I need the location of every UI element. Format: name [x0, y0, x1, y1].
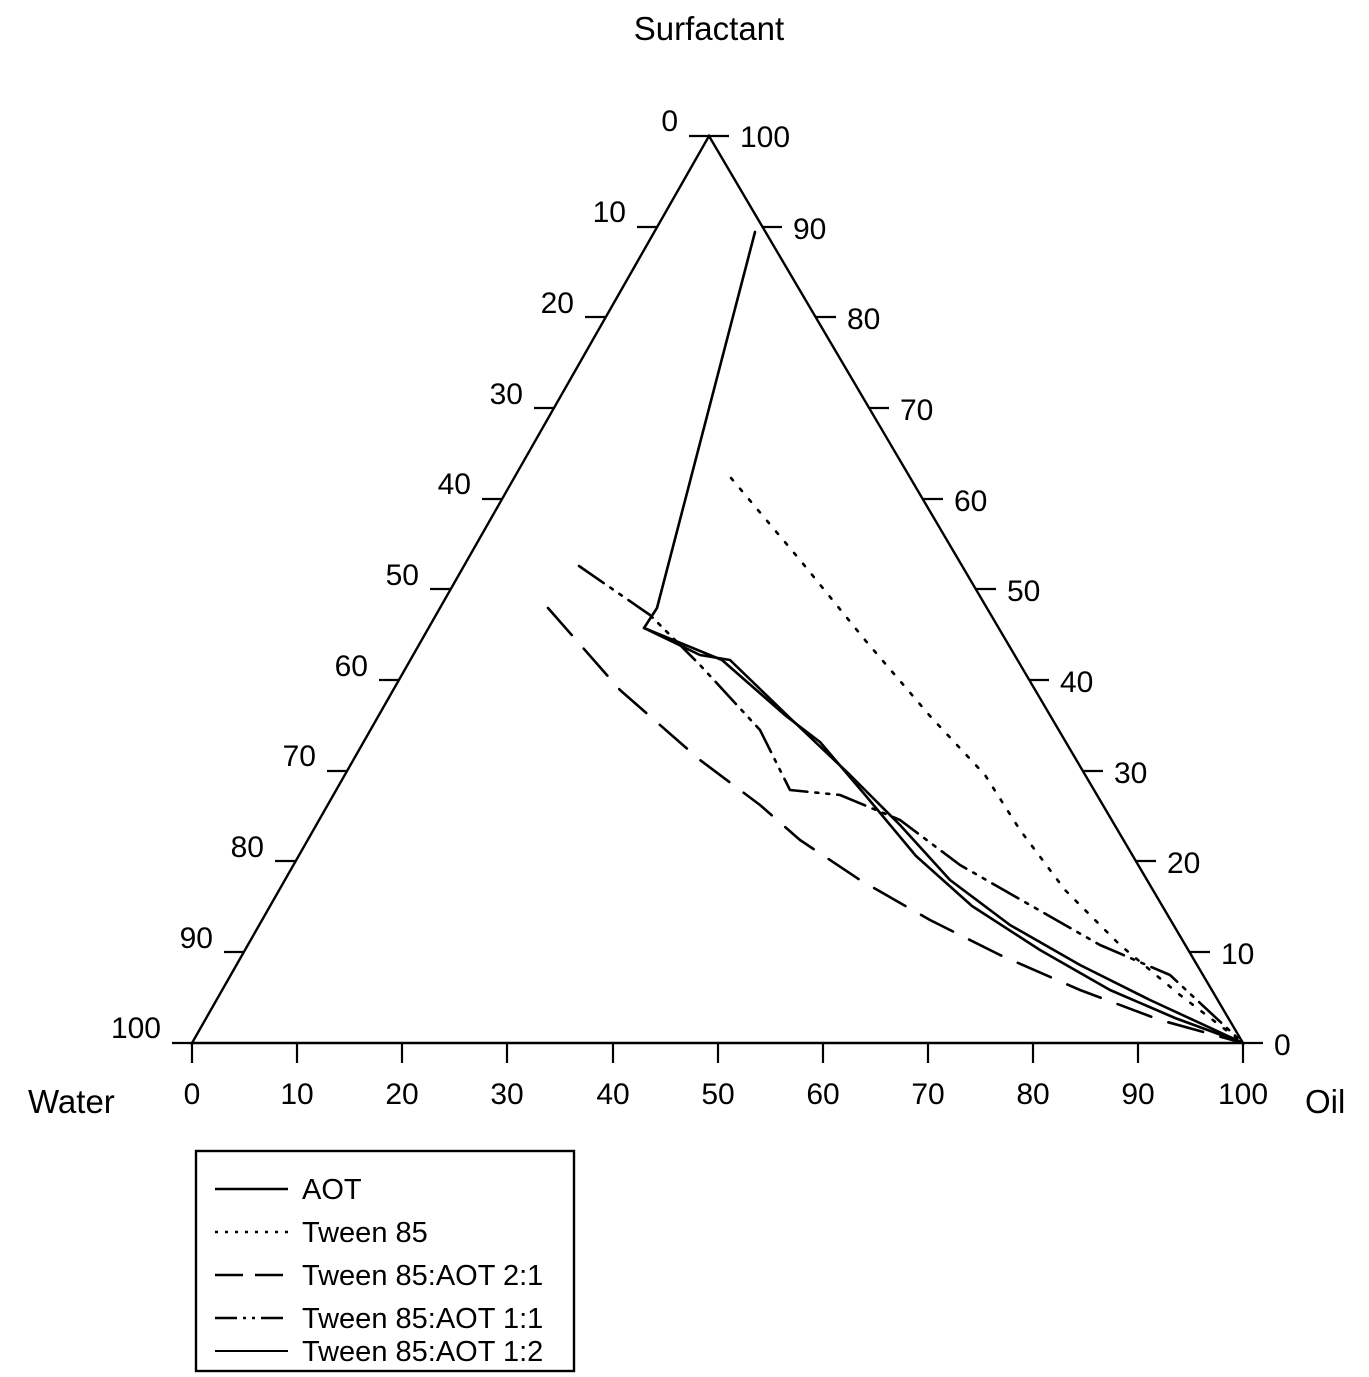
tick-water-10: 10 — [280, 1078, 314, 1111]
tick-water-30: 30 — [490, 1078, 524, 1111]
tick-surfactant-0: 0 — [661, 105, 678, 138]
series-tween85-aot-1-1 — [579, 566, 1243, 1043]
tick-water-0: 0 — [183, 1078, 201, 1111]
axis-title-surfactant: Surfactant — [633, 10, 785, 47]
tick-oil-80: 80 — [847, 303, 881, 336]
legend — [196, 1151, 574, 1371]
legend-label-tween85-aot-1-1: Tween 85:AOT 1:1 — [302, 1303, 544, 1335]
tick-oil-50: 50 — [1007, 575, 1041, 608]
series-tween-85 — [731, 478, 1243, 1043]
axis-ticks-surfactant — [111, 105, 709, 1045]
axis-ticks-water — [184, 1043, 1268, 1111]
tick-surfactant-80: 80 — [230, 831, 264, 864]
tick-surfactant-20: 20 — [540, 287, 574, 320]
tick-surfactant-100: 100 — [110, 1012, 161, 1045]
legend-label-tween-85: Tween 85 — [302, 1217, 428, 1249]
tick-water-20: 20 — [385, 1078, 419, 1111]
tick-surfactant-70: 70 — [282, 740, 316, 773]
tick-surfactant-30: 30 — [489, 378, 523, 411]
tick-surfactant-10: 10 — [592, 196, 626, 229]
series-tween85-aot-2-1 — [548, 608, 1243, 1043]
axis-title-oil: Oil — [1305, 1083, 1346, 1120]
tick-water-100: 100 — [1217, 1078, 1269, 1111]
tick-oil-90: 90 — [793, 213, 827, 246]
axis-title-water: Water — [28, 1083, 115, 1120]
axis-ticks-oil — [709, 121, 1291, 1062]
tick-water-90: 90 — [1121, 1078, 1155, 1111]
legend-label-aot: AOT — [302, 1174, 362, 1206]
legend-label-tween85-aot-2-1: Tween 85:AOT 2:1 — [302, 1260, 544, 1292]
tick-oil-10: 10 — [1221, 938, 1255, 971]
tick-oil-100: 100 — [740, 121, 791, 154]
tick-water-50: 50 — [701, 1078, 735, 1111]
tick-water-70: 70 — [911, 1078, 945, 1111]
tick-oil-30: 30 — [1114, 757, 1148, 790]
triangle-outline — [192, 136, 1243, 1043]
tick-oil-0: 0 — [1274, 1029, 1291, 1062]
tick-water-80: 80 — [1016, 1078, 1050, 1111]
legend-label-tween85-aot-1-2: Tween 85:AOT 1:2 — [302, 1336, 544, 1368]
tick-water-40: 40 — [596, 1078, 630, 1111]
tick-surfactant-50: 50 — [385, 559, 419, 592]
tick-surfactant-60: 60 — [334, 650, 368, 683]
tick-surfactant-90: 90 — [179, 922, 213, 955]
tick-oil-70: 70 — [900, 394, 934, 427]
tick-oil-40: 40 — [1060, 666, 1094, 699]
series-aot — [644, 232, 1243, 1043]
series-tween85-aot-1-2 — [644, 628, 1243, 1043]
tick-oil-60: 60 — [954, 485, 988, 518]
tick-water-60: 60 — [806, 1078, 840, 1111]
tick-surfactant-40: 40 — [437, 468, 471, 501]
data-series-group — [548, 232, 1243, 1043]
tick-oil-20: 20 — [1167, 847, 1201, 880]
